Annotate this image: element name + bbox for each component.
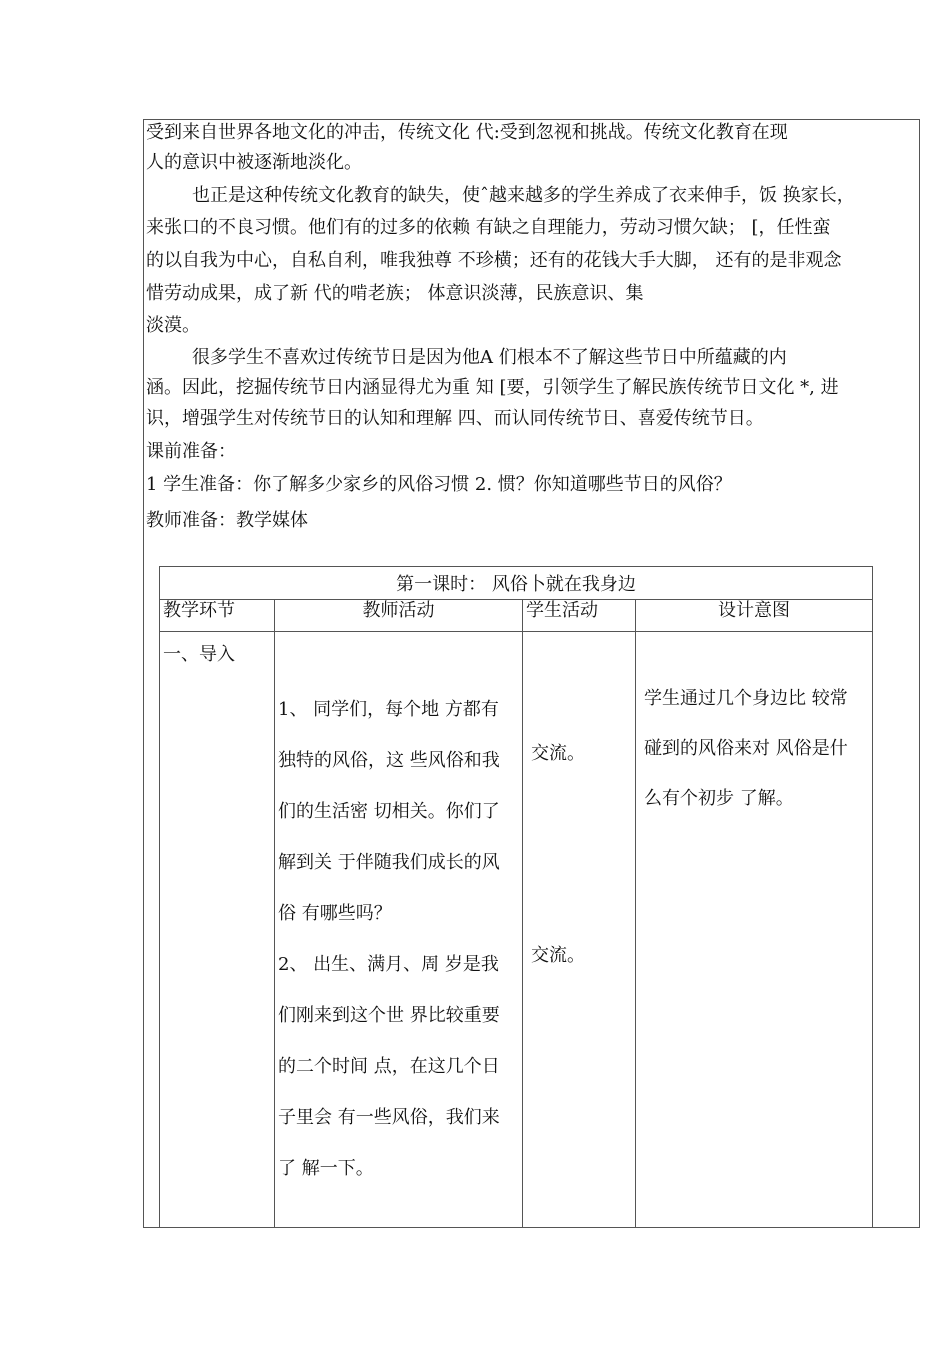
header-teacher-activity: 教师活动 <box>275 600 523 632</box>
teacher-line: 子里会 有一些风俗，我们来 <box>278 1107 500 1128</box>
teacher-line: 2、 出生、满月、周 岁是我 <box>278 954 499 975</box>
teacher-prep: 教师准备：教学媒体 <box>146 510 308 531</box>
teacher-line: 们的生活密 切相关。你们了 <box>278 801 500 822</box>
header-stage: 教学环节 <box>160 600 275 632</box>
para2-line-5: 淡漠。 <box>146 315 200 336</box>
design-line: 学生通过几个身边比 较常 <box>644 688 848 709</box>
student-prep: 1 学生准备：你了解多少家乡的风俗习惯 2. 惯？你知道哪些节日的风俗？ <box>146 474 732 495</box>
teacher-line: 们刚来到这个世 界比较重要 <box>278 1005 500 1026</box>
teacher-line: 1、 同学们，每个地 方都有 <box>278 699 499 720</box>
teacher-activity-cell <box>275 632 523 1228</box>
design-line: 碰到的风俗来对 风俗是什 <box>644 738 848 759</box>
stage-cell <box>160 632 275 1228</box>
para3-line-3: 识，增强学生对传统节日的认知和理解 四、而认同传统节日、喜爱传统节日。 <box>146 408 764 429</box>
teacher-line: 了 解一下。 <box>278 1158 374 1179</box>
student-note-1: 交流。 <box>531 743 585 764</box>
prep-title: 课前准备： <box>146 441 236 462</box>
teacher-line: 独特的风俗，这 些风俗和我 <box>278 750 500 771</box>
student-note-2: 交流。 <box>531 945 585 966</box>
para2-line-1: 也正是这种传统文化教育的缺失，使ˆ越来越多的学生养成了衣来伸手，饭 换家长， <box>192 185 855 206</box>
design-intent-text <box>644 674 870 824</box>
teacher-activity-text <box>278 684 524 1194</box>
design-line: 么有个初步 了解。 <box>644 788 794 809</box>
teacher-line: 俗 有哪些吗？ <box>278 903 392 924</box>
lesson-title: 第一课时： 风俗卜就在我身边 <box>160 567 873 600</box>
lesson-table <box>159 566 873 1228</box>
para3-line-1: 很多学生不喜欢过传统节日是因为他A 们根本不了解这些节日中所蕴藏的内 <box>192 347 787 368</box>
header-design-intent: 设计意图 <box>636 600 873 632</box>
header-student-activity: 学生活动 <box>523 600 636 632</box>
stage-label: 一、导入 <box>163 644 235 665</box>
para3-line-2: 涵。因此，挖掘传统节日内涵显得尤为重 知 [要，引领学生了解民族传统节日文化 *, 进 <box>146 377 839 398</box>
intro-line-1: 受到来自世界各地文化的冲击，传统文化 代:受到忽视和挑战。传统文化教育在现 <box>146 122 788 143</box>
student-activity-cell <box>523 632 636 1228</box>
para2-line-3: 的以自我为中心，自私自利，唯我独尊 不珍横；还有的花钱大手大脚， 还有的是非观念 <box>146 250 842 271</box>
para2-line-4: 惜劳动成果，成了新 代的啃老族； 体意识淡薄，民族意识、集 <box>146 283 644 304</box>
teacher-line: 解到关 于伴随我们成长的风 <box>278 852 500 873</box>
teacher-line: 的二个时间 点，在这几个日 <box>278 1056 500 1077</box>
para2-line-2: 来张口的不良习惯。他们有的过多的依赖 有缺之自理能力，劳动习惯欠缺； [，任性蛮 <box>146 217 831 238</box>
design-intent-cell <box>636 632 873 1228</box>
intro-line-2: 人的意识中被逐渐地淡化。 <box>146 152 362 173</box>
